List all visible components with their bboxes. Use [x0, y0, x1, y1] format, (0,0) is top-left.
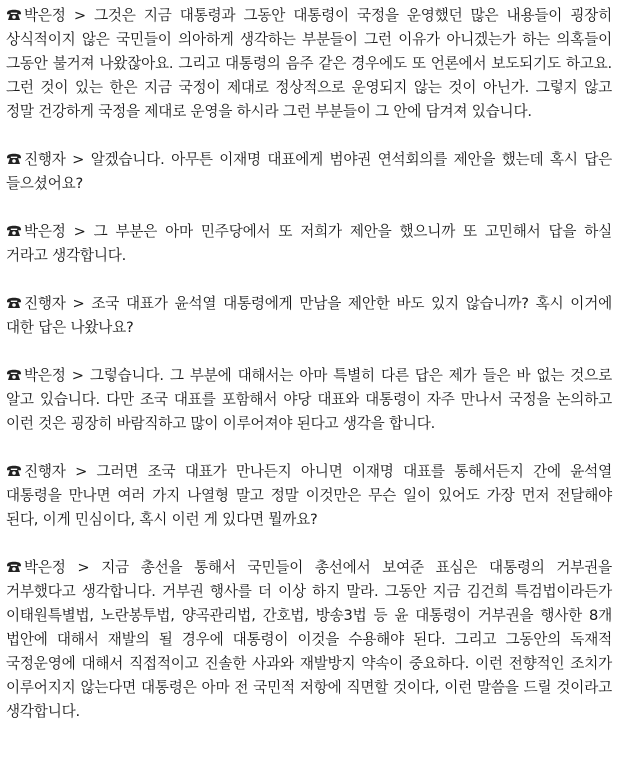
telephone-icon	[6, 153, 22, 165]
telephone-icon	[6, 465, 22, 477]
speech-text: 알겠습니다. 아무튼 이재명 대표에게 범야권 연석회의를 제안을 했는데 혹시 답은 들으셨어요?	[6, 151, 612, 192]
transcript-paragraph	[6, 556, 612, 724]
telephone-icon	[6, 369, 22, 381]
telephone-icon	[6, 561, 22, 573]
speaker-label: 진행자 >	[24, 151, 85, 168]
telephone-icon	[6, 225, 22, 237]
speech-text: 그렇습니다. 그 부분에 대해서는 아마 특별히 다른 답은 제가 들은 바 없는 것으로 알고 있습니다. 다만 조국 대표를 포함해서 야당 대표와 대통령이 자주 만나서 국정을 논의하고 이런 것은 굉장히 바람직하고 많이 이루어져야 된다고 생각을 합니다.	[6, 367, 612, 432]
speech-text: 조국 대표가 윤석열 대통령에게 만남을 제안한 바도 있지 않습니까? 혹시 이거에 대한 답은 나왔나요?	[6, 295, 612, 336]
transcript-paragraph	[6, 148, 612, 196]
transcript-paragraph	[6, 460, 612, 532]
speech-text: 지금 총선을 통해서 국민들이 총선에서 보여준 표심은 대통령의 거부권을 거부했다고 생각합니다. 거부권 행사를 더 이상 하지 말라. 그동안 지금 김건희 특검법이라든가 이태원특별법, 노란봉투법, 양곡관리법, 간호법, 방송3법 등 윤 대통령이 거부권을 행사한 8개 법안에 대해서 재발의 될 경우에 대통령이 이것을 수용해야 된다. 그리고 그동안의 독재적 국정운영에 대해서 직접적이고 진솔한 사과와 재발방지 약속이 중요하다. 이런 전향적인 조치가 이루어지지 않는다면 대통령은 아마 전 국민적 저항에 직면할 것이다, 이런 말씀을 드릴 것이라고 생각합니다.	[6, 559, 612, 720]
telephone-icon	[6, 9, 22, 21]
speech-text: 그것은 지금 대통령과 그동안 대통령이 국정을 운영했던 많은 내용들이 굉장히 상식적이지 않은 국민들이 의아하게 생각하는 부분들이 그런 이유가 아니겠는가 하는 의혹들이 그동안 불거져 나왔잖아요. 그리고 대통령의 음주 같은 경우에도 또 언론에서 보도되기도 하고요. 그런 것이 있는 한은 지금 국정이 제대로 정상적으로 운영되지 않는 것이 아닌가. 그렇지 않고 정말 건강하게 국정을 제대로 운영을 하시라 그런 부분들이 그 안에 담겨져 있습니다.	[6, 7, 612, 120]
transcript-paragraph	[6, 364, 612, 436]
speaker-label: 진행자 >	[24, 463, 88, 480]
transcript-paragraph	[6, 292, 612, 340]
speaker-label: 박은정 >	[24, 559, 90, 576]
speaker-label: 박은정 >	[24, 7, 86, 24]
speaker-label: 진행자 >	[24, 295, 85, 312]
speaker-label: 박은정 >	[24, 223, 86, 240]
speech-text: 그러면 조국 대표가 만나든지 아니면 이재명 대표를 통해서든지 간에 윤석열 대통령을 만나면 여러 가지 나열형 말고 정말 이것만은 무슨 일이 있어도 가장 먼저 전달해야 된다, 이게 민심이다, 혹시 이런 게 있다면 뭘까요?	[6, 463, 612, 528]
transcript-paragraph	[6, 4, 612, 124]
transcript-paragraph	[6, 220, 612, 268]
telephone-icon	[6, 297, 22, 309]
speech-text: 그 부분은 아마 민주당에서 또 저희가 제안을 했으니까 또 고민해서 답을 하실 거라고 생각합니다.	[6, 223, 612, 264]
speaker-label: 박은정 >	[24, 367, 84, 384]
